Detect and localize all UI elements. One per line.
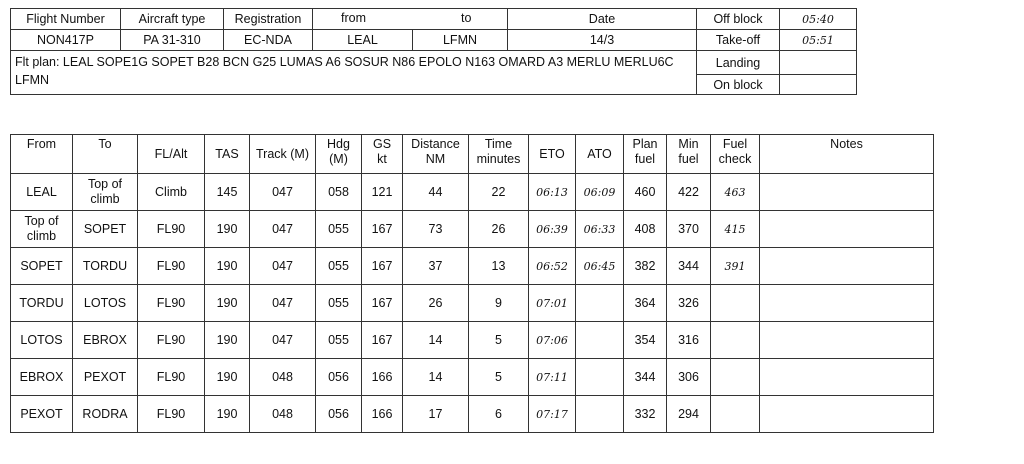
navlog-row bbox=[11, 248, 934, 285]
col-gs: GS kt bbox=[362, 135, 403, 174]
leg-min-fuel: 316 bbox=[667, 322, 711, 359]
off-block-value: 05:40 bbox=[780, 9, 857, 30]
leg-time: 13 bbox=[469, 248, 529, 285]
leg-eto: 06:52 bbox=[529, 248, 576, 285]
to-label: to bbox=[461, 11, 472, 25]
leg-eto: 07:17 bbox=[529, 396, 576, 433]
leg-plan-fuel: 354 bbox=[624, 322, 667, 359]
navlog-row bbox=[11, 322, 934, 359]
leg-track: 047 bbox=[250, 174, 316, 211]
leg-min-fuel: 370 bbox=[667, 211, 711, 248]
col-tas: TAS bbox=[205, 135, 250, 174]
leg-to: SOPET bbox=[73, 211, 138, 248]
col-min-fuel: Min fuel bbox=[667, 135, 711, 174]
leg-hdg: 056 bbox=[316, 359, 362, 396]
leg-hdg: 058 bbox=[316, 174, 362, 211]
leg-time: 5 bbox=[469, 322, 529, 359]
leg-from: PEXOT bbox=[11, 396, 73, 433]
leg-eto: 06:39 bbox=[529, 211, 576, 248]
leg-notes bbox=[760, 211, 934, 248]
col-fl-alt: FL/Alt bbox=[138, 135, 205, 174]
leg-eto: 07:11 bbox=[529, 359, 576, 396]
leg-from: LEAL bbox=[11, 174, 73, 211]
leg-ato: 06:09 bbox=[576, 174, 624, 211]
leg-ato bbox=[576, 322, 624, 359]
col-hdg: Hdg (M) bbox=[316, 135, 362, 174]
aircraft-type-label: Aircraft type bbox=[121, 9, 224, 30]
leg-fl-alt: FL90 bbox=[138, 211, 205, 248]
col-from: From bbox=[11, 135, 73, 174]
leg-min-fuel: 294 bbox=[667, 396, 711, 433]
leg-from: TORDU bbox=[11, 285, 73, 322]
leg-plan-fuel: 344 bbox=[624, 359, 667, 396]
col-time: Time minutes bbox=[469, 135, 529, 174]
leg-tas: 190 bbox=[205, 322, 250, 359]
leg-hdg: 055 bbox=[316, 248, 362, 285]
landing-label: Landing bbox=[697, 51, 780, 75]
leg-distance: 14 bbox=[403, 322, 469, 359]
flight-number-value: NON417P bbox=[11, 30, 121, 51]
col-track: Track (M) bbox=[250, 135, 316, 174]
leg-fuel-check: 391 bbox=[711, 248, 760, 285]
leg-fuel-check: 415 bbox=[711, 211, 760, 248]
leg-tas: 190 bbox=[205, 396, 250, 433]
from-value: LEAL bbox=[313, 30, 413, 51]
leg-distance: 73 bbox=[403, 211, 469, 248]
off-block-label: Off block bbox=[697, 9, 780, 30]
leg-track: 047 bbox=[250, 211, 316, 248]
leg-gs: 167 bbox=[362, 211, 403, 248]
leg-hdg: 055 bbox=[316, 211, 362, 248]
on-block-value bbox=[780, 75, 857, 95]
leg-ato bbox=[576, 396, 624, 433]
leg-notes bbox=[760, 174, 934, 211]
leg-eto: 06:13 bbox=[529, 174, 576, 211]
leg-tas: 190 bbox=[205, 359, 250, 396]
leg-track: 047 bbox=[250, 285, 316, 322]
navlog-row bbox=[11, 174, 934, 211]
leg-ato bbox=[576, 285, 624, 322]
registration-value: EC-NDA bbox=[224, 30, 313, 51]
leg-from: LOTOS bbox=[11, 322, 73, 359]
leg-fl-alt: FL90 bbox=[138, 396, 205, 433]
leg-eto: 07:06 bbox=[529, 322, 576, 359]
navlog-row bbox=[11, 211, 934, 248]
flight-header-table bbox=[10, 8, 857, 95]
navlog-header-row bbox=[11, 135, 934, 174]
leg-time: 9 bbox=[469, 285, 529, 322]
leg-fuel-check bbox=[711, 396, 760, 433]
leg-fl-alt: FL90 bbox=[138, 359, 205, 396]
leg-gs: 166 bbox=[362, 396, 403, 433]
leg-hdg: 056 bbox=[316, 396, 362, 433]
take-off-value: 05:51 bbox=[780, 30, 857, 51]
leg-fl-alt: FL90 bbox=[138, 322, 205, 359]
leg-gs: 121 bbox=[362, 174, 403, 211]
leg-hdg: 055 bbox=[316, 285, 362, 322]
date-value: 14/3 bbox=[508, 30, 697, 51]
leg-fl-alt: FL90 bbox=[138, 285, 205, 322]
leg-to: PEXOT bbox=[73, 359, 138, 396]
leg-track: 047 bbox=[250, 322, 316, 359]
take-off-label: Take-off bbox=[697, 30, 780, 51]
to-value: LFMN bbox=[413, 30, 508, 51]
leg-tas: 145 bbox=[205, 174, 250, 211]
landing-value bbox=[780, 51, 857, 75]
leg-ato: 06:45 bbox=[576, 248, 624, 285]
leg-plan-fuel: 364 bbox=[624, 285, 667, 322]
flight-plan-route: Flt plan: LEAL SOPE1G SOPET B28 BCN G25 LUMAS A6 SOSUR N86 EPOLO N163 OMARD A3 MERLU MERLU6C LFMN bbox=[11, 51, 697, 95]
leg-to: LOTOS bbox=[73, 285, 138, 322]
on-block-label: On block bbox=[697, 75, 780, 95]
date-label: Date bbox=[508, 9, 697, 30]
leg-tas: 190 bbox=[205, 248, 250, 285]
from-label: from bbox=[341, 11, 366, 25]
leg-min-fuel: 326 bbox=[667, 285, 711, 322]
leg-distance: 14 bbox=[403, 359, 469, 396]
leg-fuel-check bbox=[711, 285, 760, 322]
leg-to: EBROX bbox=[73, 322, 138, 359]
leg-time: 6 bbox=[469, 396, 529, 433]
from-to-label bbox=[313, 9, 508, 30]
leg-notes bbox=[760, 322, 934, 359]
navigation-log-table bbox=[10, 134, 934, 433]
leg-distance: 17 bbox=[403, 396, 469, 433]
navlog-row bbox=[11, 359, 934, 396]
leg-fuel-check bbox=[711, 359, 760, 396]
leg-from: Top of climb bbox=[11, 211, 73, 248]
leg-fuel-check: 463 bbox=[711, 174, 760, 211]
leg-track: 047 bbox=[250, 248, 316, 285]
col-distance: Distance NM bbox=[403, 135, 469, 174]
leg-fl-alt: FL90 bbox=[138, 248, 205, 285]
leg-min-fuel: 344 bbox=[667, 248, 711, 285]
col-to: To bbox=[73, 135, 138, 174]
navlog-row bbox=[11, 396, 934, 433]
leg-time: 22 bbox=[469, 174, 529, 211]
leg-tas: 190 bbox=[205, 285, 250, 322]
aircraft-type-value: PA 31-310 bbox=[121, 30, 224, 51]
leg-track: 048 bbox=[250, 359, 316, 396]
leg-fuel-check bbox=[711, 322, 760, 359]
leg-track: 048 bbox=[250, 396, 316, 433]
leg-ato bbox=[576, 359, 624, 396]
leg-gs: 166 bbox=[362, 359, 403, 396]
leg-distance: 44 bbox=[403, 174, 469, 211]
leg-from: SOPET bbox=[11, 248, 73, 285]
navlog-row bbox=[11, 285, 934, 322]
leg-gs: 167 bbox=[362, 322, 403, 359]
col-eto: ETO bbox=[529, 135, 576, 174]
leg-to: TORDU bbox=[73, 248, 138, 285]
leg-ato: 06:33 bbox=[576, 211, 624, 248]
leg-min-fuel: 306 bbox=[667, 359, 711, 396]
leg-notes bbox=[760, 359, 934, 396]
leg-gs: 167 bbox=[362, 285, 403, 322]
leg-min-fuel: 422 bbox=[667, 174, 711, 211]
leg-plan-fuel: 382 bbox=[624, 248, 667, 285]
col-plan-fuel: Plan fuel bbox=[624, 135, 667, 174]
leg-plan-fuel: 408 bbox=[624, 211, 667, 248]
leg-to: Top of climb bbox=[73, 174, 138, 211]
leg-time: 26 bbox=[469, 211, 529, 248]
leg-hdg: 055 bbox=[316, 322, 362, 359]
flight-number-label: Flight Number bbox=[11, 9, 121, 30]
leg-fl-alt: Climb bbox=[138, 174, 205, 211]
leg-plan-fuel: 332 bbox=[624, 396, 667, 433]
col-ato: ATO bbox=[576, 135, 624, 174]
leg-notes bbox=[760, 248, 934, 285]
leg-plan-fuel: 460 bbox=[624, 174, 667, 211]
leg-tas: 190 bbox=[205, 211, 250, 248]
col-notes: Notes bbox=[760, 135, 934, 174]
registration-label: Registration bbox=[224, 9, 313, 30]
leg-distance: 26 bbox=[403, 285, 469, 322]
leg-from: EBROX bbox=[11, 359, 73, 396]
leg-distance: 37 bbox=[403, 248, 469, 285]
leg-gs: 167 bbox=[362, 248, 403, 285]
leg-time: 5 bbox=[469, 359, 529, 396]
leg-eto: 07:01 bbox=[529, 285, 576, 322]
col-fuel-check: Fuel check bbox=[711, 135, 760, 174]
leg-notes bbox=[760, 285, 934, 322]
leg-notes bbox=[760, 396, 934, 433]
leg-to: RODRA bbox=[73, 396, 138, 433]
